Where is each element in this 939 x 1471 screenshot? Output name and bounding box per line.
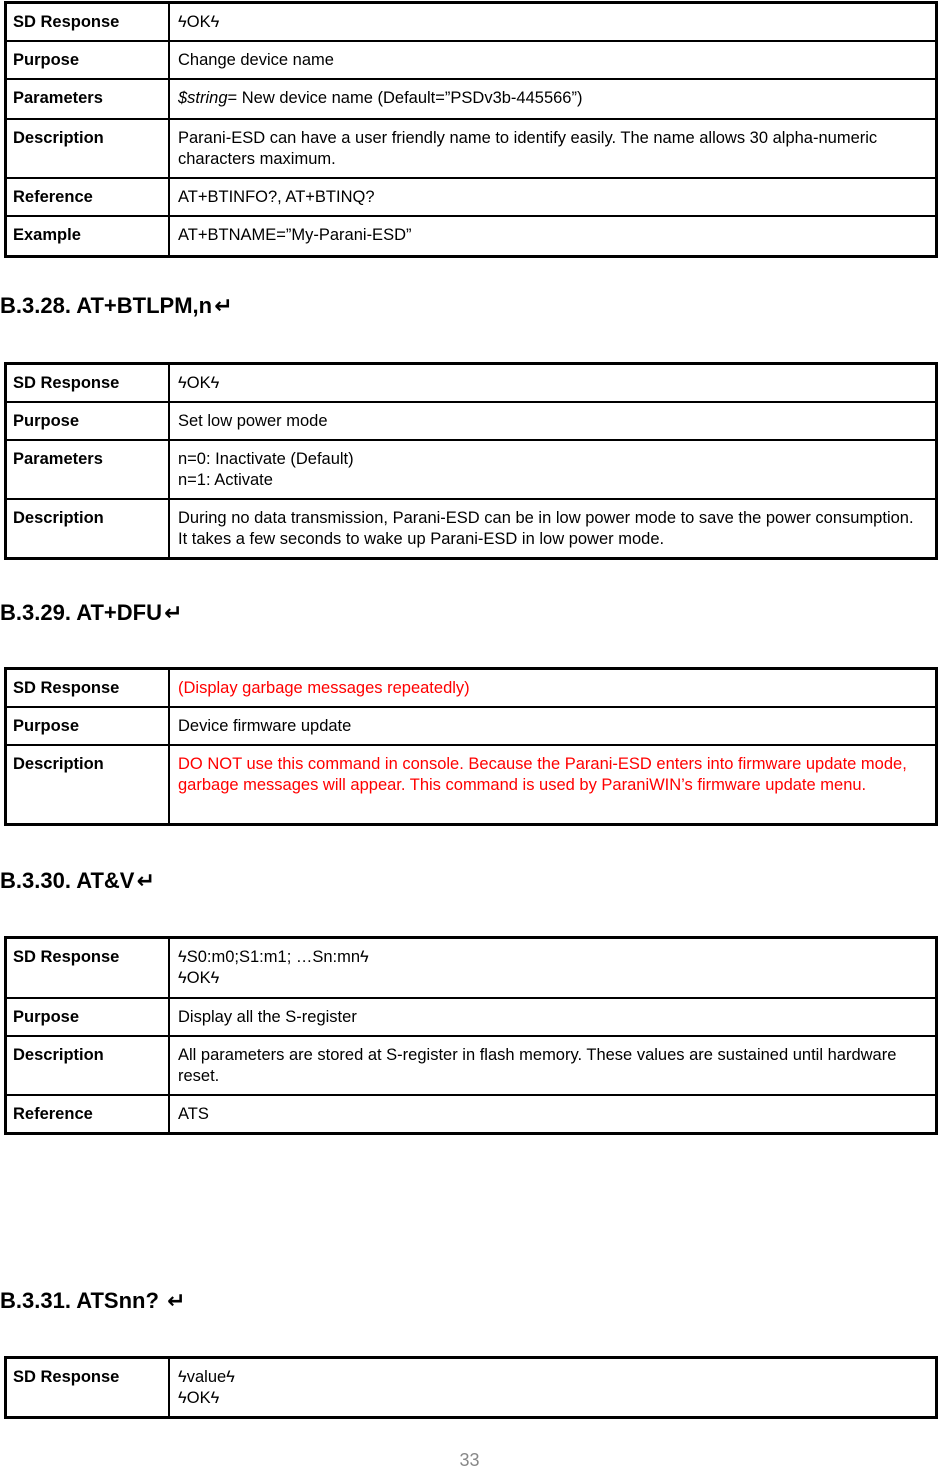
enter-key-icon: ↵ — [163, 600, 183, 625]
purpose-label: Purpose — [6, 402, 170, 440]
purpose-value: Change device name — [169, 41, 937, 79]
sd-response-value — [169, 1358, 937, 1418]
table-row — [6, 669, 937, 708]
parameters-value — [169, 440, 937, 499]
table-row — [6, 79, 937, 119]
response-line: ϟvalueϟ — [178, 1368, 235, 1386]
sd-response-value: (Display garbage messages repeatedly) — [169, 669, 937, 708]
sd-response-value: ϟOKϟ — [169, 364, 937, 403]
description-value: Parani-ESD can have a user friendly name to identify easily. The name allows 30 alpha-numeric characters maximum. — [169, 119, 937, 178]
description-label: Description — [6, 1036, 170, 1095]
section-heading-btlpm — [0, 293, 233, 319]
btlpm-command-table — [4, 362, 938, 560]
description-label: Description — [6, 119, 170, 178]
sd-response-value — [169, 938, 937, 998]
sd-response-label: SD Response — [6, 1358, 170, 1418]
enter-key-icon: ↵ — [136, 868, 155, 893]
reference-value: AT+BTINFO?, AT+BTINQ? — [169, 178, 937, 216]
parameters-label: Parameters — [6, 440, 170, 499]
btname-command-table — [4, 1, 938, 258]
page-number: 33 — [459, 1450, 480, 1470]
heading-text: B.3.30. AT&V — [0, 868, 135, 893]
sd-response-label: SD Response — [6, 938, 170, 998]
table-row — [6, 1036, 937, 1095]
purpose-label: Purpose — [6, 41, 170, 79]
sd-response-label: SD Response — [6, 364, 170, 403]
table-row — [6, 3, 937, 42]
table-row — [6, 998, 937, 1036]
table-row — [6, 364, 937, 403]
purpose-value: Display all the S-register — [169, 998, 937, 1036]
description-label: Description — [6, 745, 170, 824]
dfu-command-table — [4, 667, 938, 826]
table-row — [6, 216, 937, 256]
table-row — [6, 41, 937, 79]
table-row — [6, 402, 937, 440]
table-row — [6, 499, 937, 559]
reference-label: Reference — [6, 1095, 170, 1134]
response-line: ϟOKϟ — [178, 1389, 220, 1407]
purpose-value: Device firmware update — [169, 707, 937, 745]
section-heading-dfu — [0, 600, 182, 626]
purpose-label: Purpose — [6, 707, 170, 745]
sd-response-label: SD Response — [6, 3, 170, 42]
purpose-label: Purpose — [6, 998, 170, 1036]
enter-key-icon: ↵ — [167, 1288, 186, 1313]
heading-text: B.3.29. AT+DFU — [0, 600, 162, 625]
description-label: Description — [6, 499, 170, 559]
sd-response-value: ϟOKϟ — [169, 3, 937, 42]
table-row — [6, 119, 937, 178]
heading-text: B.3.31. ATSnn? — [0, 1288, 166, 1313]
purpose-value: Set low power mode — [169, 402, 937, 440]
example-label: Example — [6, 216, 170, 256]
table-row — [6, 1095, 937, 1134]
atv-command-table — [4, 936, 938, 1135]
response-line: ϟS0:m0;S1:m1; …Sn:mnϟ — [178, 948, 369, 966]
atsnn-command-table — [4, 1356, 938, 1419]
description-value: DO NOT use this command in console. Because the Parani-ESD enters into firmware update mode, garbage messages will appear. This command is used by ParaniWIN’s firmware update menu. — [169, 745, 937, 824]
parameters-text: = New device name (Default=”PSDv3b-445566”) — [227, 89, 583, 107]
table-row — [6, 745, 937, 824]
sd-response-label: SD Response — [6, 669, 170, 708]
reference-label: Reference — [6, 178, 170, 216]
section-heading-atv — [0, 868, 155, 894]
section-heading-atsnn — [0, 1288, 185, 1314]
parameters-value — [169, 79, 937, 119]
enter-key-icon: ↵ — [214, 293, 233, 318]
description-value: During no data transmission, Parani-ESD can be in low power mode to save the power consumption. It takes a few seconds to wake up Parani-ESD in low power mode. — [169, 499, 937, 559]
table-row — [6, 178, 937, 216]
description-value: All parameters are stored at S-register in flash memory. These values are sustained until hardware reset. — [169, 1036, 937, 1095]
table-row — [6, 707, 937, 745]
parameters-variable: $string — [178, 89, 228, 107]
table-row — [6, 440, 937, 499]
parameter-line: n=0: Inactivate (Default) — [178, 450, 354, 468]
table-row — [6, 1358, 937, 1418]
heading-text: B.3.28. AT+BTLPM,n — [0, 293, 213, 318]
parameter-line: n=1: Activate — [178, 471, 273, 489]
parameters-label: Parameters — [6, 79, 170, 119]
reference-value: ATS — [169, 1095, 937, 1134]
example-value: AT+BTNAME=”My-Parani-ESD” — [169, 216, 937, 256]
response-line: ϟOKϟ — [178, 969, 220, 987]
table-row — [6, 938, 937, 998]
